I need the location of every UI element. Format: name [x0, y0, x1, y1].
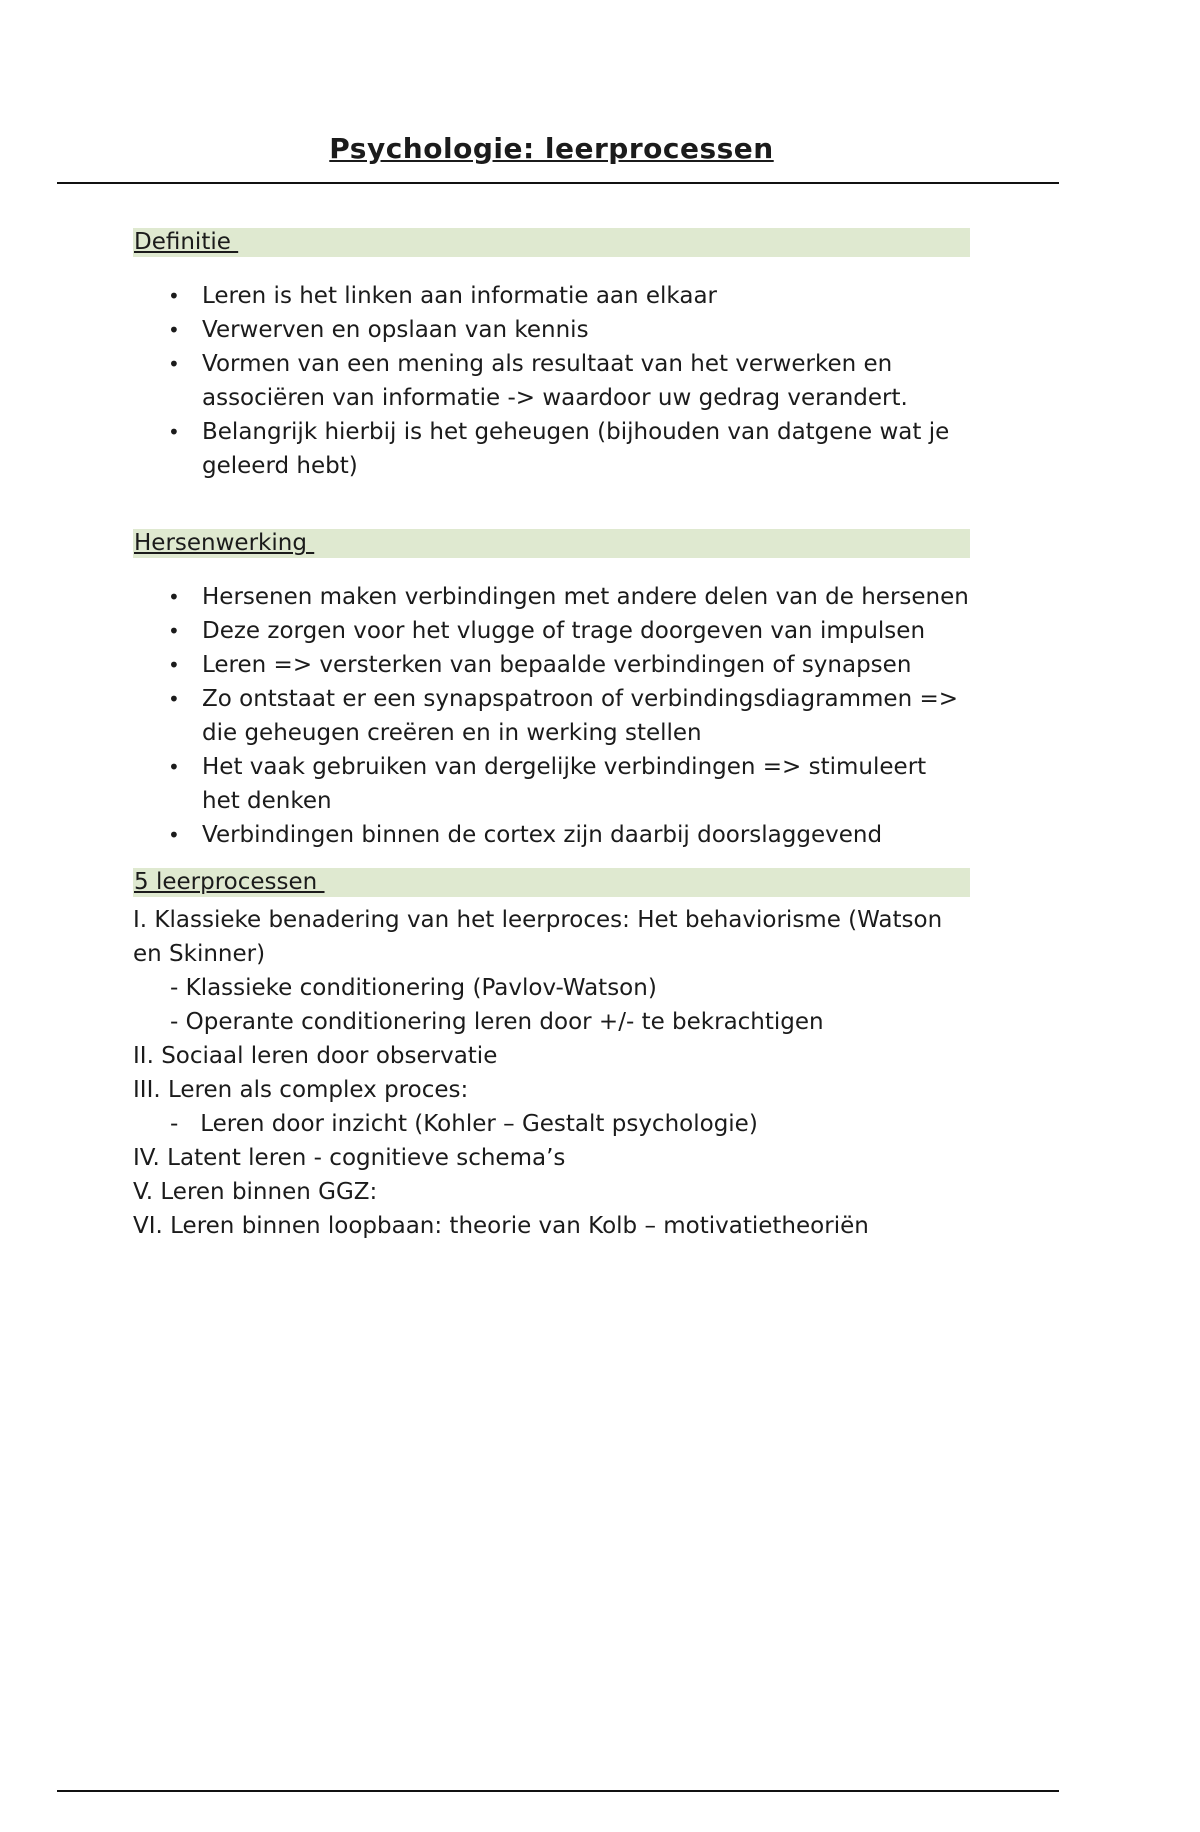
section-header-definitie — [133, 228, 970, 257]
bullet-text: Het vaak gebruiken van dergelijke verbindingen => stimuleert het denken — [202, 754, 934, 814]
bottom-horizontal-rule — [57, 1790, 1059, 1792]
list-line: - Klassieke conditionering (Pavlov-Watson) — [170, 975, 657, 1001]
list-line: - Operante conditionering leren door +/- te bekrachtigen — [170, 1009, 824, 1035]
list-line: I. Klassieke benadering van het leerproces: Het behaviorisme (Watson en Skinner) — [133, 907, 950, 967]
list-item — [166, 682, 973, 750]
list-item — [166, 750, 970, 818]
bullet-text: Leren is het linken aan informatie aan elkaar — [202, 283, 717, 309]
leerprocessen-list — [133, 903, 970, 1243]
bullet-text: Belangrijk hierbij is het geheugen (bijhouden van datgene wat je geleerd hebt) — [202, 419, 957, 479]
bullet-text: Deze zorgen voor het vlugge of trage doorgeven van impulsen — [202, 618, 926, 644]
document-page — [0, 132, 1200, 1243]
list-item — [166, 313, 970, 347]
list-line: II. Sociaal leren door observatie — [133, 1043, 498, 1069]
list-item — [166, 614, 970, 648]
bullet-icon: • — [168, 420, 180, 444]
section-hersenwerking — [133, 529, 973, 852]
bullet-icon: • — [168, 755, 180, 779]
list-item — [166, 415, 970, 483]
bullet-text: Verbindingen binnen de cortex zijn daarbij doorslaggevend — [202, 822, 883, 848]
section-header-text: Hersenwerking — [134, 530, 315, 556]
bullet-icon: • — [168, 352, 180, 376]
list-item — [166, 580, 970, 614]
list-item — [166, 648, 970, 682]
section-leerprocessen — [133, 868, 970, 1243]
bullet-text: Vormen van een mening als resultaat van het verwerken en associëren van informatie -> waardoor uw gedrag verandert. — [202, 351, 908, 411]
list-line: IV. Latent leren - cognitieve schema’s — [133, 1145, 566, 1171]
page-title: Psychologie: leerprocessen — [329, 132, 774, 165]
bullet-text: Zo ontstaat er een synapspatroon of verbindingsdiagrammen => die geheugen creëren en in werking stellen — [202, 686, 973, 746]
bullet-text: Verwerven en opslaan van kennis — [202, 317, 589, 343]
definitie-bullet-list — [133, 279, 970, 483]
bullet-icon: • — [168, 619, 180, 643]
section-header-text: Definitie — [134, 229, 239, 255]
bullet-text: Hersenen maken verbindingen met andere delen van de hersenen — [202, 584, 969, 610]
bullet-icon: • — [168, 687, 180, 711]
top-horizontal-rule — [57, 182, 1059, 184]
list-item — [166, 347, 970, 415]
list-line: VI. Leren binnen loopbaan: theorie van Kolb – motivatietheoriën — [133, 1213, 869, 1239]
bullet-text: Leren => versterken van bepaalde verbindingen of synapsen — [202, 652, 912, 678]
bullet-icon: • — [168, 653, 180, 677]
section-header-leerprocessen — [133, 868, 970, 897]
list-line: III. Leren als complex proces: — [133, 1077, 469, 1103]
list-line: - Leren door inzicht (Kohler – Gestalt psychologie) — [170, 1111, 758, 1137]
section-header-text: 5 leerprocessen — [134, 869, 325, 895]
bullet-icon: • — [168, 318, 180, 342]
section-header-hersenwerking — [133, 529, 970, 558]
bullet-icon: • — [168, 585, 180, 609]
list-item — [166, 279, 970, 313]
list-line: V. Leren binnen GGZ: — [133, 1179, 378, 1205]
section-definitie — [133, 228, 970, 483]
list-item — [166, 818, 970, 852]
hersenwerking-bullet-list — [133, 580, 973, 852]
bullet-icon: • — [168, 823, 180, 847]
bullet-icon: • — [168, 284, 180, 308]
